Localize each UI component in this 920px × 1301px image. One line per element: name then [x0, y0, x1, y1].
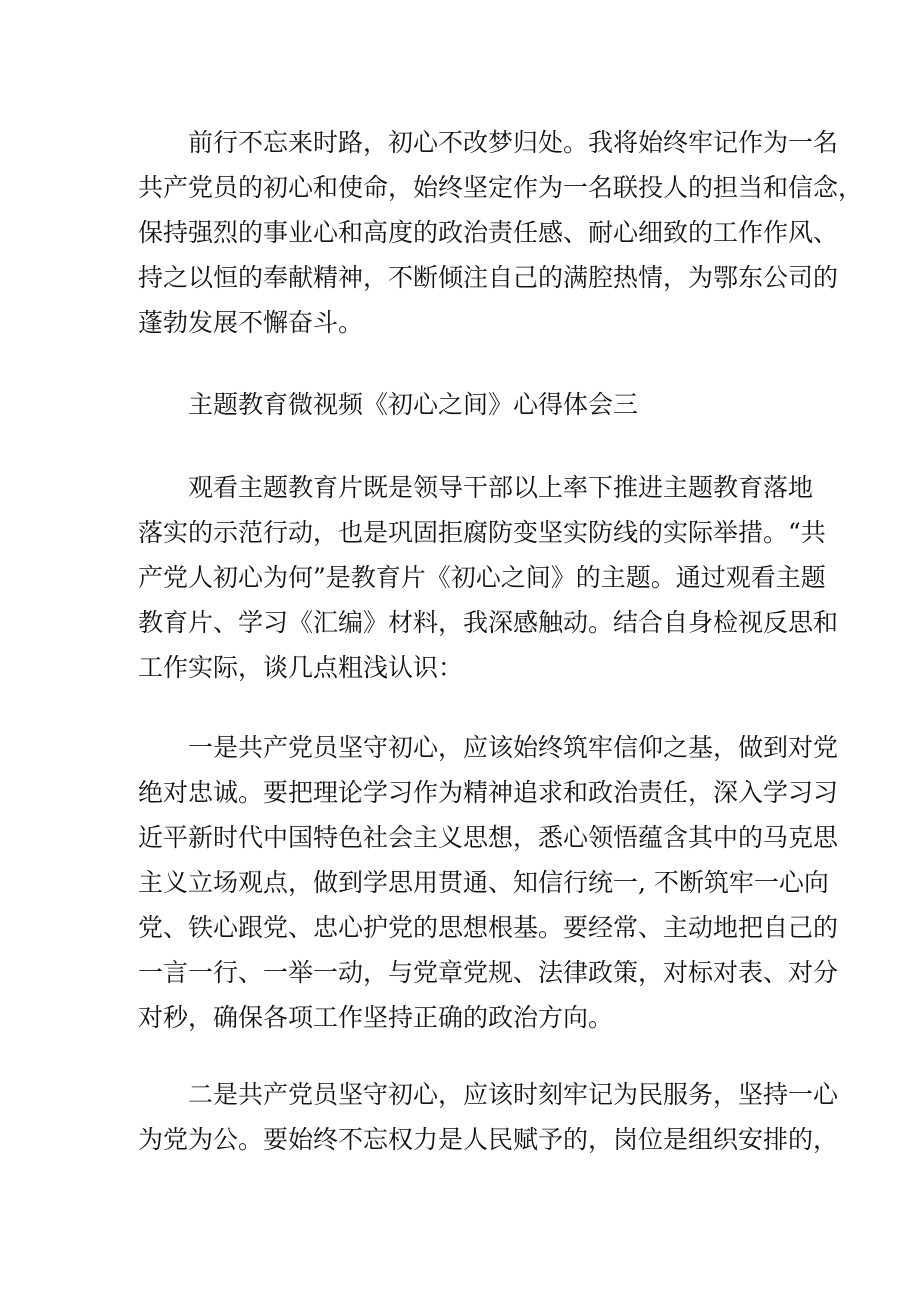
text-line: 保持强烈的事业心和高度的政治责任感、耐心细致的工作作风、: [138, 218, 839, 247]
text-line: 持之以恒的奉献精神，不断倾注自己的满腔热情，为鄂东公司的: [138, 263, 839, 292]
text-line: 为党为公。要始终不忘权力是人民赋予的，岗位是组织安排的，: [138, 1125, 839, 1154]
text-line: 一言一行、一举一动，与党章党规、法律政策，对标对表、对分: [138, 958, 839, 987]
text-line: 绝对忠诚。要把理论学习作为精神追求和政治责任，深入学习习: [138, 778, 839, 807]
text-line: 前行不忘来时路，初心不改梦归处。我将始终牢记作为一名: [188, 128, 839, 157]
text-line: 二是共产党员坚守初心，应该时刻牢记为民服务，坚持一心: [188, 1080, 839, 1109]
text-line: 教育片、学习《汇编》材料，我深感触动。结合自身检视反思和: [138, 608, 839, 637]
paragraph-point-two: [138, 1072, 839, 1162]
text-line: 观看主题教育片既是领导干部以上率下推进主题教育落地: [188, 473, 814, 502]
text-line: 一是共产党员坚守初心，应该始终筑牢信仰之基，做到对党: [188, 733, 839, 762]
paragraph-point-one: [138, 725, 839, 1040]
text-line: 主义立场观点，做到学思用贯通、知信行统一, 不断筑牢一心向: [138, 868, 829, 897]
paragraph-closing: [138, 120, 864, 345]
text-line: 工作实际，谈几点粗浅认识：: [138, 653, 464, 682]
text-line: 近平新时代中国特色社会主义思想，悉心领悟蕴含其中的马克思: [138, 823, 839, 852]
text-line: 落实的示范行动，也是巩固拒腐防变坚实防线的实际举措。“共: [138, 518, 826, 547]
text-line: 对秒，确保各项工作坚持正确的政治方向。: [138, 1003, 614, 1032]
text-line: 产党人初心为何”是教育片《初心之间》的主题。通过观看主题: [138, 563, 826, 592]
paragraph-intro: [138, 465, 839, 690]
text-line: 党、铁心跟党、忠心护党的思想根基。要经常、主动地把自己的: [138, 913, 839, 942]
text-line: 蓬勃发展不懈奋斗。: [138, 308, 364, 337]
section-heading: 主题教育微视频《初心之间》心得体会三: [188, 390, 639, 419]
text-line: 共产党员的初心和使命，始终坚定作为一名联投人的担当和信念，: [138, 173, 864, 202]
